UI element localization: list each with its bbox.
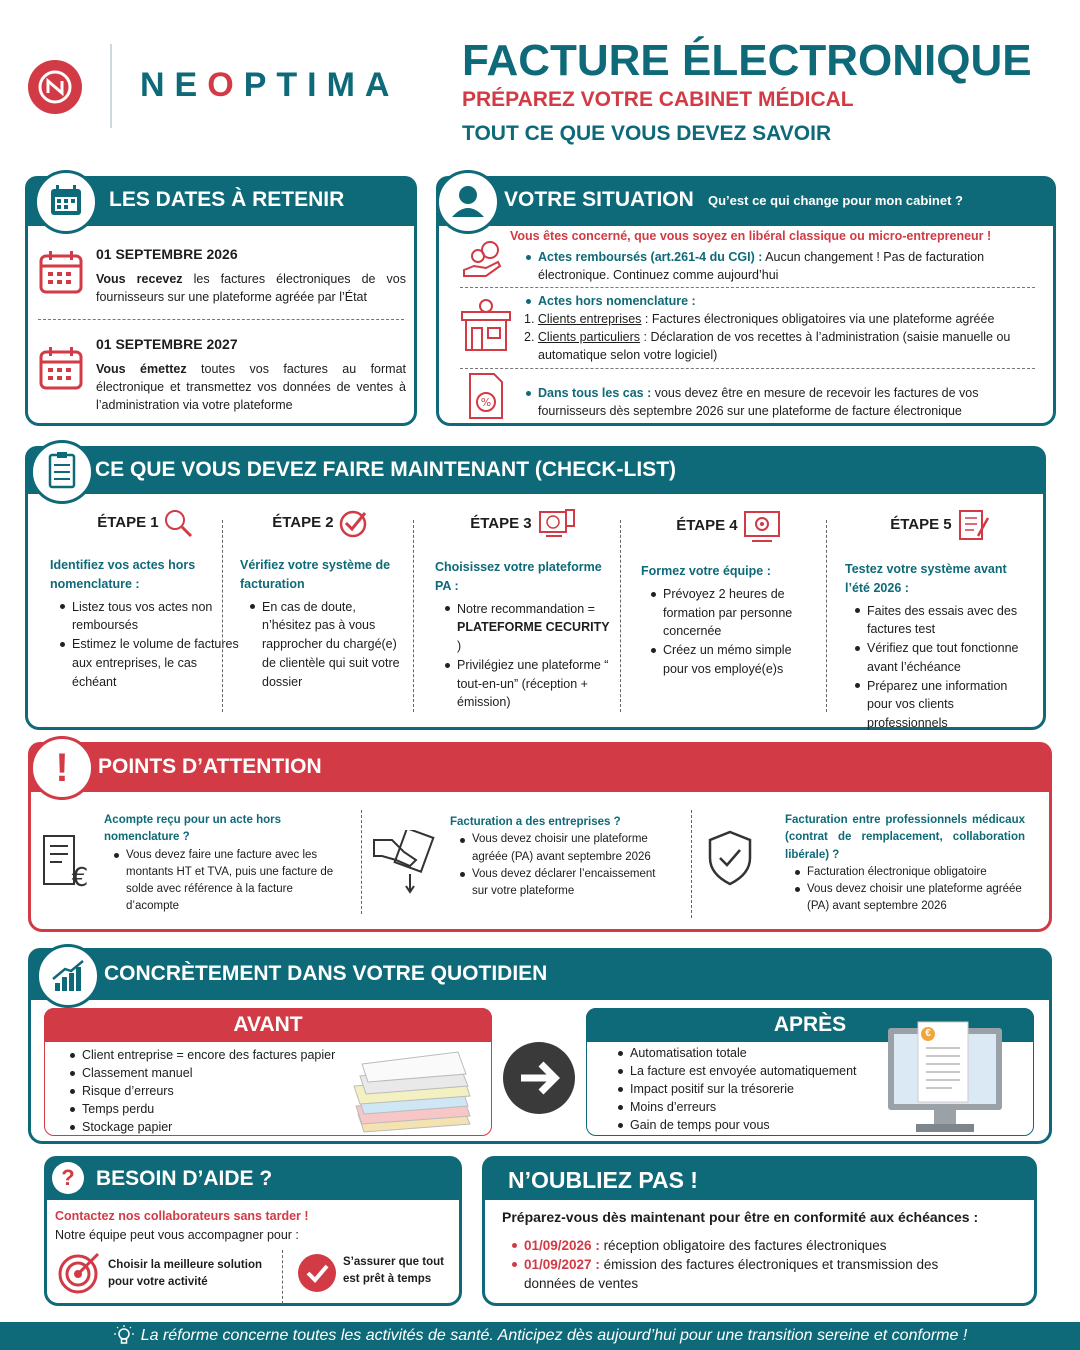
situation-question: Qu’est ce qui change pour mon cabinet ? bbox=[708, 193, 963, 208]
step-3-lead: Choisissez votre plateforme PA : bbox=[435, 560, 602, 593]
step-divider bbox=[620, 520, 621, 712]
handshake-document-icon bbox=[372, 830, 438, 899]
hors-nomenclature-block bbox=[524, 292, 1034, 365]
clinic-icon bbox=[458, 298, 514, 359]
lightbulb-icon bbox=[113, 1325, 135, 1347]
aide-intro: Notre équipe peut vous accompagner pour : bbox=[55, 1228, 299, 1242]
aide-header bbox=[44, 1156, 462, 1200]
avant-list bbox=[68, 1046, 335, 1136]
step-1-item: Estimez le volume de factures aux entreprises, le cas échéant bbox=[58, 635, 240, 691]
step-5-lead: Testez votre système avant l’été 2026 : bbox=[845, 562, 1007, 595]
step-1-title: ÉTAPE 1 bbox=[97, 513, 159, 531]
apres-title: APRÈS bbox=[586, 1008, 1034, 1042]
noubliez-list bbox=[510, 1236, 980, 1293]
svg-text:€: € bbox=[71, 863, 89, 890]
apres-item: Automatisation totale bbox=[616, 1044, 857, 1062]
quotidien-heading: CONCRÈTEMENT DANS VOTRE QUOTIDIEN bbox=[104, 962, 548, 985]
attention-col-1-lead: Acompte reçu pour un acte hors nomenclature ? bbox=[104, 814, 282, 844]
aide-heading: BESOIN D’AIDE ? bbox=[96, 1167, 273, 1190]
apres-list bbox=[616, 1044, 857, 1134]
noubliez-item: 01/09/2027 : émission des factures électroniques et transmission des données de ventes bbox=[510, 1255, 980, 1293]
dates-heading: LES DATES À RETENIR bbox=[109, 188, 345, 211]
noubliez-intro: Préparez-vous dès maintenant pour être en conformité aux échéances : bbox=[502, 1209, 979, 1225]
check-icon bbox=[298, 1254, 336, 1292]
check-circle-icon bbox=[338, 508, 368, 538]
avant-item: Risque d’erreurs bbox=[68, 1082, 335, 1100]
situation-header bbox=[436, 176, 1056, 226]
attention-col-2-lead: Facturation a des entreprises ? bbox=[450, 816, 621, 828]
step-3 bbox=[435, 508, 611, 712]
step-5-item: Préparez une information pour vos clients professionnels bbox=[853, 677, 1035, 733]
growth-chart-icon bbox=[36, 944, 100, 1008]
avant-item: Stockage papier bbox=[68, 1118, 335, 1136]
attention-item: Vous devez choisir une plateforme agréée (PA) avant septembre 2026 bbox=[458, 831, 670, 866]
attention-col-3 bbox=[785, 812, 1025, 916]
hors-item-2: 2. Clients particuliers : Déclaration de vos recettes à l’administration (saisie manuelle ou automatique selon votre logiciel) bbox=[524, 330, 1011, 363]
question-icon: ? bbox=[52, 1162, 84, 1194]
paper-stack-icon bbox=[350, 1044, 474, 1139]
step-4 bbox=[641, 508, 817, 679]
page-subtitle: PRÉPAREZ VOTRE CABINET MÉDICAL bbox=[462, 88, 854, 111]
money-hand-icon bbox=[460, 240, 506, 285]
step-5 bbox=[845, 508, 1035, 733]
invoice-percent-icon bbox=[466, 372, 506, 425]
noubliez-heading: N’OUBLIEZ PAS ! bbox=[508, 1167, 698, 1193]
attention-item: Vous devez choisir une plateforme agréée (PA) avant septembre 2026 bbox=[793, 881, 1025, 916]
page-title: FACTURE ÉLECTRONIQUE bbox=[462, 36, 1032, 85]
step-2-lead: Vérifiez votre système de facturation bbox=[240, 558, 391, 591]
date-2-label: 01 SEPTEMBRE 2027 bbox=[96, 336, 238, 352]
computer-icon bbox=[536, 508, 576, 540]
step-4-lead: Formez votre équipe : bbox=[641, 564, 771, 578]
checklist-heading: CE QUE VOUS DEVEZ FAIRE MAINTENANT (CHECK-LIST) bbox=[95, 458, 677, 481]
step-4-item: Prévoyez 2 heures de formation par personne concernée bbox=[649, 585, 817, 641]
noubliez-item: 01/09/2026 : réception obligatoire des factures électroniques bbox=[510, 1236, 980, 1255]
shield-check-icon bbox=[706, 830, 754, 891]
step-4-item: Créez un mémo simple pour vos employé(e)s bbox=[649, 641, 817, 679]
attention-item: Vous devez faire une facture avec les montants HT et TVA, puis une facture de solde avec référence à la facture d’acompte bbox=[112, 847, 334, 916]
step-divider bbox=[222, 520, 223, 712]
monitor-invoice-icon bbox=[886, 1020, 1004, 1143]
aide-contact: Contactez nos collaborateurs sans tarder ! bbox=[55, 1209, 309, 1223]
footer-banner bbox=[0, 1322, 1080, 1350]
step-2 bbox=[240, 508, 400, 691]
attention-item: Vous devez déclarer l’encaissement sur votre plateforme bbox=[458, 866, 670, 901]
quotidien-header bbox=[28, 948, 1052, 1000]
gear-team-icon bbox=[742, 508, 782, 544]
step-5-title: ÉTAPE 5 bbox=[890, 515, 952, 533]
attention-col-3-lead: Facturation entre professionnels médicaux (contrat de remplacement, collaboration libérale) ? bbox=[785, 814, 1025, 861]
brand-name: NEOPTIMA bbox=[140, 66, 400, 104]
aide-option-2: S’assurer que tout est prêt à temps bbox=[343, 1256, 444, 1285]
situation-divider-2 bbox=[460, 368, 1035, 369]
step-5-item: Vérifiez que tout fonctionne avant l’échéance bbox=[853, 639, 1035, 677]
calendar-icon bbox=[34, 170, 98, 234]
user-icon bbox=[436, 170, 500, 234]
apres-item: Moins d’erreurs bbox=[616, 1098, 857, 1116]
target-icon bbox=[58, 1250, 102, 1299]
euro-badge: € bbox=[925, 1028, 931, 1039]
attention-heading: POINTS D’ATTENTION bbox=[98, 755, 322, 778]
aide-divider bbox=[282, 1250, 283, 1304]
avant-item: Temps perdu bbox=[68, 1100, 335, 1118]
date-2-text: toutes vos factures au format électronique et transmettez vos données de ventes à l’administration via votre plateforme bbox=[96, 362, 406, 413]
apres-item: La facture est envoyée automatiquement bbox=[616, 1062, 857, 1080]
step-3-title: ÉTAPE 3 bbox=[470, 514, 532, 532]
step-2-item: En cas de doute, n’hésitez pas à vous rapprocher du chargé(e) de clientèle qui suit votre dossier bbox=[248, 598, 400, 692]
clipboard-icon bbox=[30, 440, 94, 504]
calendar-red-icon bbox=[38, 346, 84, 397]
rembourses-item: Actes remboursés (art.261-4 du CGI) : Aucun changement ! Pas de facturation électronique. Continuez comme aujourd’hui bbox=[524, 248, 1034, 284]
situation-intro: Vous êtes concerné, que vous soyez en libéral classique ou micro-entrepreneur ! bbox=[510, 229, 992, 243]
page-subtitle-2: TOUT CE QUE VOUS DEVEZ SAVOIR bbox=[462, 122, 832, 145]
apres-item: Gain de temps pour vous bbox=[616, 1116, 857, 1134]
rembourses-list bbox=[524, 248, 1034, 284]
attention-item: Facturation électronique obligatoire bbox=[793, 864, 1025, 881]
checklist-header bbox=[25, 446, 1046, 494]
date-1-label: 01 SEPTEMBRE 2026 bbox=[96, 246, 238, 262]
header-divider bbox=[110, 44, 112, 128]
tous-cas-list bbox=[524, 384, 1034, 420]
step-1-lead: Identifiez vos actes hors nomenclature : bbox=[50, 558, 196, 591]
magnifier-icon bbox=[163, 508, 193, 538]
attention-col-1 bbox=[104, 812, 334, 916]
date-item-1 bbox=[96, 246, 406, 306]
step-2-title: ÉTAPE 2 bbox=[272, 513, 334, 531]
tous-cas-item: Dans tous les cas : vous devez être en mesure de recevoir les factures de vos fournisseurs dès septembre 2026 sur une plateforme de facture électronique bbox=[524, 384, 1034, 420]
calendar-red-icon bbox=[38, 250, 84, 301]
arrow-right-icon bbox=[503, 1042, 575, 1114]
attention-divider bbox=[691, 810, 692, 918]
attention-col-2 bbox=[450, 814, 670, 900]
date-1-text: les factures électroniques de vos fournisseurs sur une plateforme agréée par l’État bbox=[96, 272, 406, 305]
step-4-title: ÉTAPE 4 bbox=[676, 516, 738, 534]
date-item-2 bbox=[96, 336, 406, 414]
exclamation-icon: ! bbox=[30, 736, 94, 800]
neoptima-logo-icon bbox=[28, 60, 82, 114]
avant-title: AVANT bbox=[44, 1008, 492, 1042]
hors-lead: Actes hors nomenclature : bbox=[524, 292, 1034, 310]
date-1-lead: Vous recevez bbox=[96, 272, 183, 286]
avant-item: Client entreprise = encore des factures papier bbox=[68, 1046, 335, 1064]
svg-text:%: % bbox=[480, 396, 492, 409]
checklist-pen-icon bbox=[956, 508, 990, 542]
dates-divider bbox=[38, 319, 404, 320]
step-divider bbox=[413, 520, 414, 712]
date-2-lead: Vous émettez bbox=[96, 362, 187, 376]
step-1 bbox=[50, 508, 240, 691]
step-5-item: Faites des essais avec des factures test bbox=[853, 602, 1035, 640]
step-3-item: Notre recommandation = PLATEFORME CECURITY ) bbox=[443, 600, 611, 656]
step-1-item: Listez tous vos actes non remboursés bbox=[58, 598, 240, 636]
hors-item-1: 1. Clients entreprises : Factures électroniques obligatoires via une plateforme agréée bbox=[524, 312, 995, 327]
attention-divider bbox=[361, 810, 362, 914]
noubliez-header bbox=[482, 1156, 1037, 1200]
step-3-item: Privilégiez une plateforme “ tout-en-un” (réception + émission) bbox=[443, 656, 611, 712]
footer-text: La réforme concerne toutes les activités de santé. Anticipez dès aujourd’hui pour une transition sereine et conforme ! bbox=[140, 1327, 968, 1344]
situation-divider-1 bbox=[460, 287, 1035, 288]
invoice-euro-icon bbox=[42, 834, 92, 895]
avant-item: Classement manuel bbox=[68, 1064, 335, 1082]
aide-option-1: Choisir la meilleure solution pour votre activité bbox=[108, 1259, 263, 1288]
step-divider bbox=[826, 520, 827, 712]
apres-item: Impact positif sur la trésorerie bbox=[616, 1080, 857, 1098]
attention-header bbox=[28, 742, 1052, 792]
situation-heading: VOTRE SITUATION bbox=[504, 188, 694, 211]
